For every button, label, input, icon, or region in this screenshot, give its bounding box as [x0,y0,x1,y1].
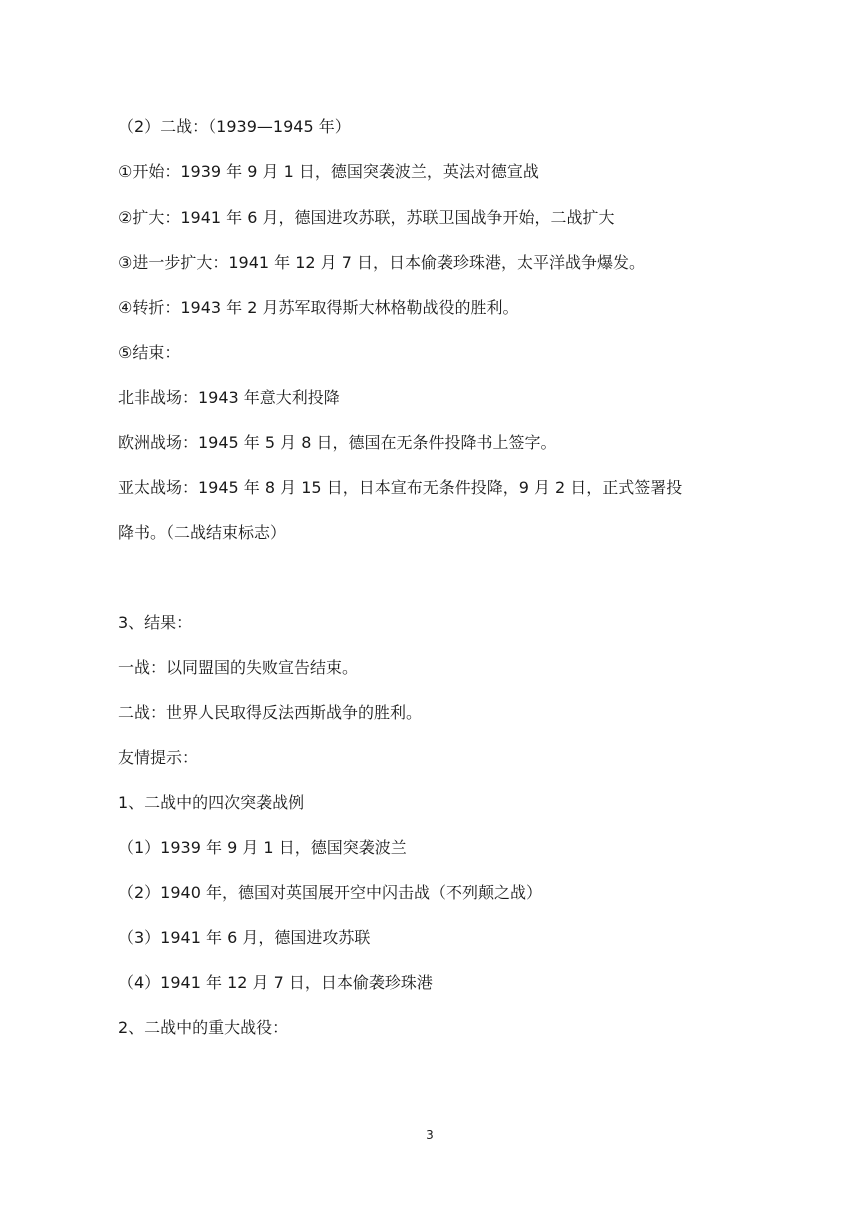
text-line-north-africa: 北非战场：1943 年意大利投降 [118,388,340,407]
text-line-major-battles-heading: 2、二战中的重大战役： [118,1018,289,1037]
text-line-asia-pacific-cont: 降书。（二战结束标志） [118,523,287,542]
text-line-ww2-result: 二战：世界人民取得反法西斯战争的胜利。 [118,703,423,722]
text-line-tips-heading: 友情提示： [118,748,199,767]
text-line-end: ⑤结束： [118,343,181,362]
text-line-attack-2: （2）1940 年，德国对英国展开空中闪击战（不列颠之战） [118,883,542,902]
text-line-turning-point: ④转折：1943 年 2 月苏军取得斯大林格勒战役的胜利。 [118,298,519,317]
text-line-ww2-heading: （2）二战：（1939—1945 年） [118,117,351,136]
text-line-start: ①开始：1939 年 9 月 1 日，德国突袭波兰，英法对德宣战 [118,162,539,181]
text-line-europe: 欧洲战场：1945 年 5 月 8 日，德国在无条件投降书上签字。 [118,433,557,452]
text-line-attack-3: （3）1941 年 6 月，德国进攻苏联 [118,928,371,947]
text-line-attack-1: （1）1939 年 9 月 1 日，德国突袭波兰 [118,838,407,857]
text-line-surprise-attacks-heading: 1、二战中的四次突袭战例 [118,793,305,812]
text-line-further-expand: ③进一步扩大：1941 年 12 月 7 日，日本偷袭珍珠港，太平洋战争爆发。 [118,253,646,272]
text-line-expand: ②扩大：1941 年 6 月，德国进攻苏联，苏联卫国战争开始，二战扩大 [118,208,615,227]
text-line-ww1-result: 一战：以同盟国的失败宣告结束。 [118,658,359,677]
text-line-attack-4: （4）1941 年 12 月 7 日，日本偷袭珍珠港 [118,973,433,992]
text-line-asia-pacific: 亚太战场：1945 年 8 月 15 日，日本宣布无条件投降，9 月 2 日，正式签署投 [118,478,683,497]
page-number: 3 [426,1128,434,1142]
section-heading-results: 3、结果： [118,613,193,632]
